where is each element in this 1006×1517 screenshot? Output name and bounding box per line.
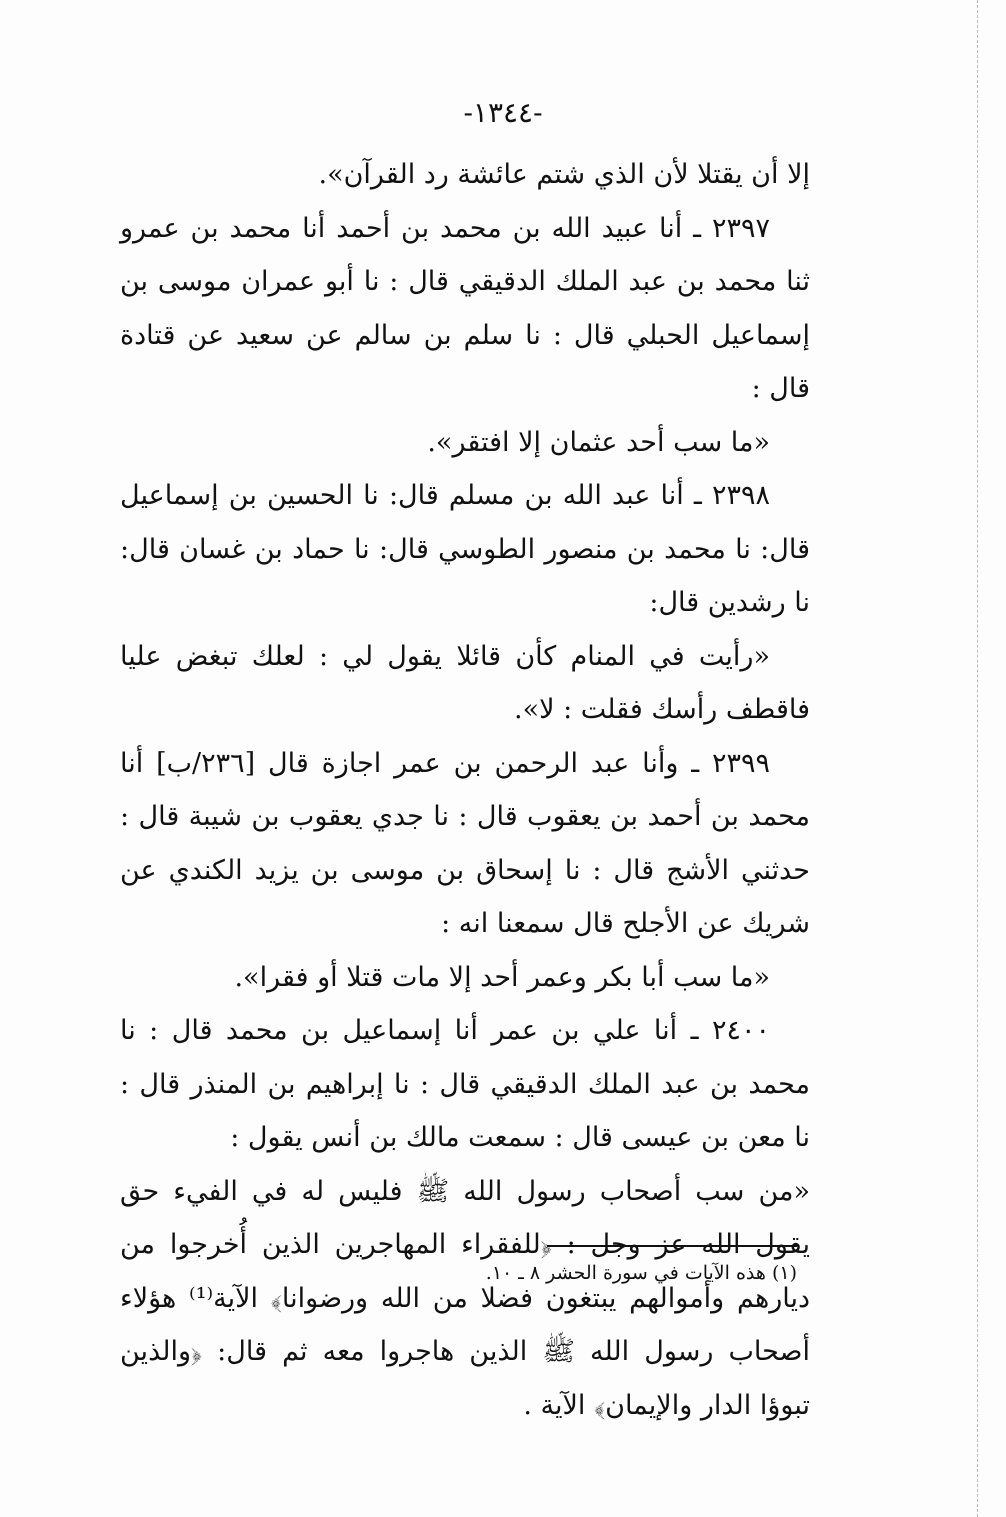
hadith-2399-matn: «ما سب أبا بكر وعمر أحد إلا مات قتلا أو فقرا». (234, 961, 770, 993)
page-number: -١٣٤٤- (463, 96, 543, 129)
hadith-2400-matn: «من سب أصحاب رسول الله ﷺ فليس له في الفيء حق يقول الله عز وجل : ﴿للفقراء المهاجرين الذين أُخرجوا من ديارهم وأموالهم يبتغون فضلا من الله ورضوانا﴾ الآية⁽¹⁾ هؤلاء أصحاب رسول الله ﷺ الذين هاجروا معه ثم قال: ﴿والذين تبوؤا الدار والإيمان﴾ الآية . (120, 1175, 810, 1421)
hadith-2399-isnad: ٢٣٩٩ ـ وأنا عبد الرحمن بن عمر اجازة قال [٢٣٦/ب] أنا محمد بن أحمد بن يعقوب قال : نا جدي يعقوب بن شيبة قال : حدثني الأشج قال : نا إسحاق بن موسى بن يزيد الكندي عن شريك عن الأجلح قال سمعنا انه : (120, 747, 810, 939)
paragraph-continuation: إلا أن يقتلا لأن الذي شتم عائشة رد القرآن». (318, 159, 810, 190)
hadith-2400-isnad: ٢٤٠٠ ـ أنا علي بن عمر أنا إسماعيل بن محمد قال : نا محمد بن عبد الملك الدقيقي قال : نا إبراهيم بن المنذر قال : نا معن بن عيسى قال : سمعت مالك بن أنس يقول : (120, 1015, 810, 1153)
hadith-2397-matn: «ما سب أحد عثمان إلا افتقر». (427, 426, 770, 458)
footnote-divider (547, 1245, 797, 1247)
footnote: (١) هذه الآيات في سورة الحشر ٨ ـ ١٠. (485, 1262, 797, 1284)
hadith-2398-matn: «رأيت في المنام كأن قائلا يقول لي : لعلك تبغض عليا فاقطف رأسك فقلت : لا». (120, 640, 810, 725)
main-text (120, 148, 810, 1432)
hadith-2397-isnad: ٢٣٩٧ ـ أنا عبيد الله بن محمد بن أحمد أنا محمد بن عمرو ثنا محمد بن عبد الملك الدقيقي قال : نا أبو عمران موسى بن إسماعيل الحبلي قال : نا سلم بن سالم عن سعيد عن قتادة قال : (120, 212, 810, 404)
hadith-2398-isnad: ٢٣٩٨ ـ أنا عبد الله بن مسلم قال: نا الحسين بن إسماعيل قال: نا محمد بن منصور الطوسي قال: نا حماد بن غسان قال: نا رشدين قال: (120, 480, 810, 618)
scan-edge-line (977, 0, 978, 1517)
